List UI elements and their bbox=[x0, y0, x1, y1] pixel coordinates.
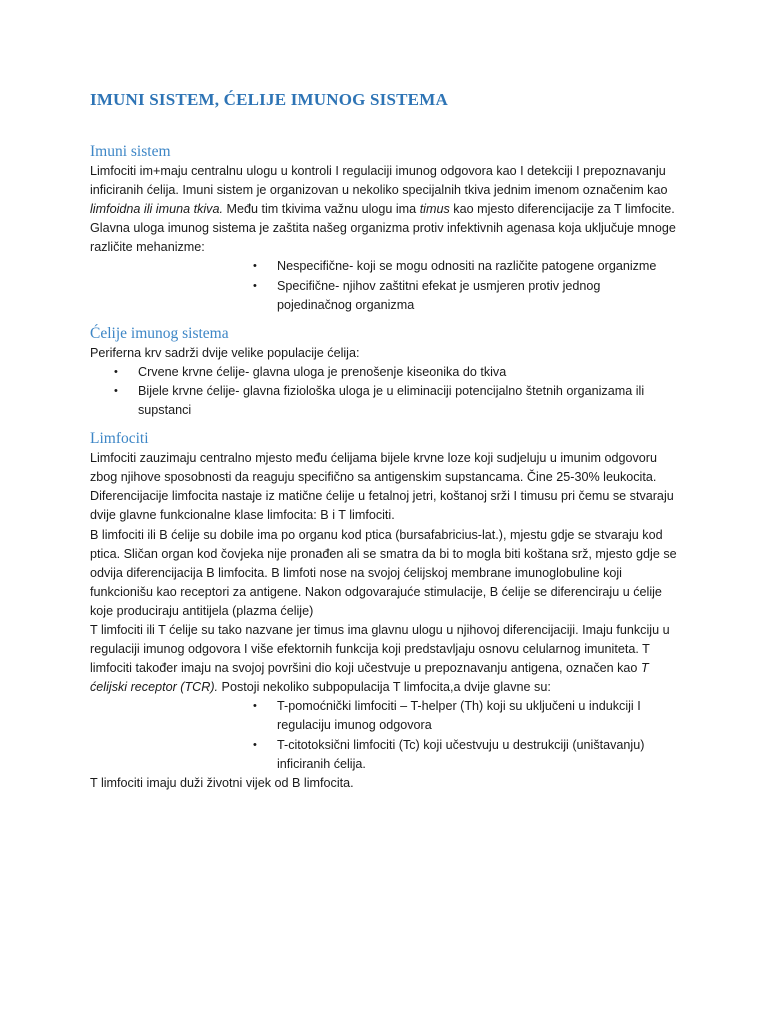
list-item bbox=[114, 363, 678, 382]
list-item-text: Bijele krvne ćelije- glavna fiziološka uloga je u eliminaciji potencijalno štetnih organizama ili supstanci bbox=[138, 383, 645, 418]
text-run: Među tim tkivima važnu ulogu ima bbox=[223, 202, 420, 217]
list-item bbox=[253, 277, 678, 315]
list-item bbox=[114, 382, 678, 420]
bullet-icon: • bbox=[253, 279, 257, 292]
list-item bbox=[253, 697, 678, 735]
spacer bbox=[90, 420, 678, 429]
bullet-icon: • bbox=[253, 700, 257, 713]
document-body bbox=[90, 142, 678, 793]
bullet-icon: • bbox=[253, 260, 257, 273]
list-item-text: Nespecifične- koji se mogu odnositi na različite patogene organizme bbox=[277, 259, 657, 274]
list-item-text: T-pomoćnički limfociti – T-helper (Th) koji su uključeni u indukciji I regulaciju imunog odgovora bbox=[277, 699, 641, 733]
heading-celije-imunog-sistema: Ćelije imunog sistema bbox=[90, 324, 229, 342]
italic-run: timus bbox=[419, 202, 450, 217]
text-run: T limfociti ili T ćelije su tako nazvane jer timus ima glavnu ulogu u njihovoj diferencijaciji. Imaju funkciju u regulaciji imunog odgovora I više efektornih funkcija koji predstavljaju osnovu celularnog imuniteta. T limfociti također imaju na svojoj površini dio koji učestvuje u prepoznavanju antigena, označen kao bbox=[90, 622, 670, 676]
paragraph-limfociti-3 bbox=[90, 621, 678, 697]
list-item-text: T-citotoksični limfociti (Tc) koji učestvuju u destrukciji (uništavanju) inficiranih ćelija. bbox=[277, 737, 645, 771]
text-run: kao mjesto diferencijacije za T limfocite. Glavna uloga imunog sistema je zaštita našeg organizma protiv infektivnih agenasa koja uključuje mnoge različite mehanizme: bbox=[90, 202, 676, 255]
paragraph-limfociti-2: B limfociti ili B ćelije su dobile ima po organu kod ptica (bursafabricius-lat.), mjestu gdje se stvaraju kod ptica. Sličan organ kod čovjeka nije pronađen ali se smatra da bi to mogla biti koštana srž, mjesto gdje se odvija diferencijacija B limfocita. B limfoti nose na svojoj ćelijskoj membrane imunoglobuline koji funkcionišu kao receptori za antigene. Nakon odgovarajuće stimulacije, B ćelije se diferenciraju u ćelije koje produciraju antitijela (plazma ćelije) bbox=[90, 527, 677, 618]
list-item bbox=[253, 736, 678, 774]
heading-imuni-sistem: Imuni sistem bbox=[90, 143, 171, 160]
bullet-list-celije bbox=[90, 363, 678, 420]
italic-run: limfoidna ili imuna tkiva. bbox=[90, 202, 223, 217]
bullet-icon: • bbox=[253, 738, 257, 751]
text-run: Limfociti im+maju centralnu ulogu u kontroli I regulaciji imunog odgovora kao I detekciji I prepoznavanju inficiranih ćelija. Imuni sistem je organizovan u nekoliko specijalnih tkiva jednim imenom označenim kao bbox=[90, 164, 668, 198]
list-item-text: Specifične- njihov zaštitni efekat je usmjeren protiv jednog pojedinačnog organizma bbox=[277, 278, 601, 312]
paragraph-imuni-sistem bbox=[90, 162, 678, 257]
text-run: Postoji nekoliko subpopulacija T limfocita,a dvije glavne su: bbox=[218, 680, 551, 695]
heading-limfociti: Limfociti bbox=[90, 430, 149, 448]
list-item-text: Crvene krvne ćelije- glavna uloga je prenošenje kiseonika do tkiva bbox=[138, 364, 507, 379]
paragraph-celije: Periferna krv sadrži dvije velike populacije ćelija: bbox=[90, 345, 360, 360]
bullet-list-mehanizmi bbox=[90, 257, 678, 314]
italic-run: T ćelijski receptor (TCR). bbox=[90, 661, 649, 695]
paragraph-limfociti-1: Limfociti zauzimaju centralno mjesto među ćelijama bijele krvne loze koji sudjeluju u imunim odgovoru zbog njihove sposobnosti da reaguju specifično sa antigenskim supstancama. Čine 25-30% leukocita. Diferencijacije limfocita nastaje iz matične ćelije u fetalnoj jetri, koštanoj srži I timusu pri čemu se stvaraju dvije glavne funkcionalne klase limfocita: B i T limfociti. bbox=[90, 451, 674, 523]
list-item bbox=[253, 257, 678, 276]
bullet-icon: • bbox=[114, 384, 118, 397]
bullet-list-t-limfociti bbox=[90, 697, 678, 773]
spacer bbox=[90, 315, 678, 324]
paragraph-limfociti-4: T limfociti imaju duži životni vijek od B limfocita. bbox=[90, 775, 354, 790]
document-title: IMUNI SISTEM, ĆELIJE IMUNOG SISTEMA bbox=[90, 90, 448, 109]
bullet-icon: • bbox=[114, 365, 118, 378]
